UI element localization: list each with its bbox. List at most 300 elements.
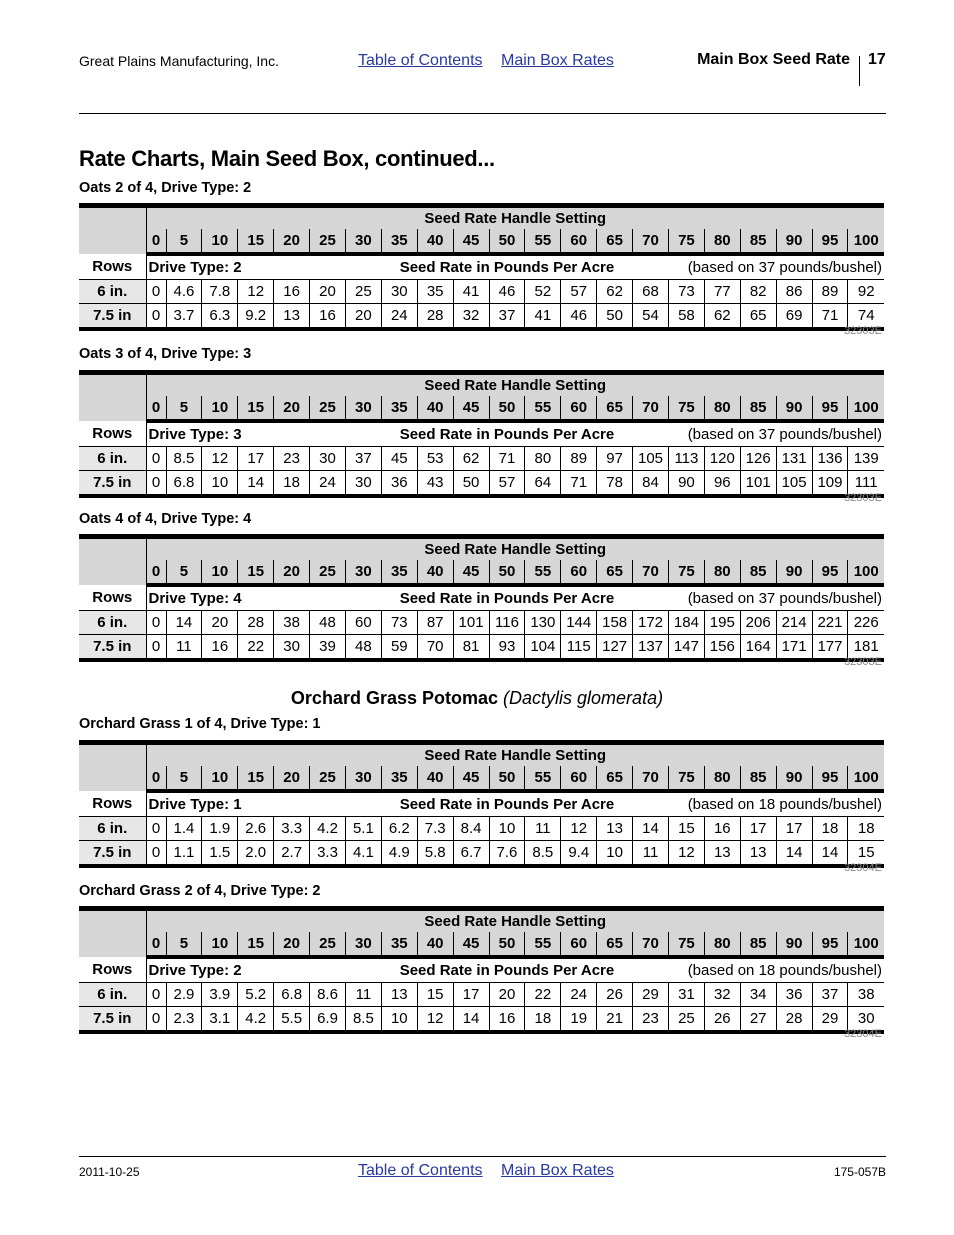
seed-rate-label: Seed Rate in Pounds Per Acre <box>381 421 632 447</box>
setting-header-cell: 70 <box>633 396 669 421</box>
table-header-row <box>79 537 884 561</box>
table-row <box>79 1007 884 1033</box>
setting-header-cell: 15 <box>238 396 274 421</box>
rate-cell: 14 <box>812 841 848 867</box>
rows-label: Rows <box>79 254 146 280</box>
rate-cell: 20 <box>345 304 381 330</box>
setting-header-cell: 0 <box>146 229 166 254</box>
common-name: Orchard Grass Potomac <box>290 688 499 708</box>
rate-cell: 81 <box>453 635 489 661</box>
rate-cell: 116 <box>489 611 525 635</box>
rate-cell: 20 <box>310 280 346 304</box>
rate-cell: 15 <box>848 841 884 867</box>
rate-cell: 3.9 <box>202 983 238 1007</box>
rate-cell: 97 <box>597 447 633 471</box>
header-divider <box>859 56 860 86</box>
rate-table <box>79 906 884 1034</box>
row-spacing-label: 7.5 in <box>79 471 146 497</box>
handle-setting-header: Seed Rate Handle Setting <box>146 743 884 767</box>
rate-cell: 0 <box>146 1007 166 1033</box>
rate-cell: 18 <box>274 471 310 497</box>
setting-header-cell: 85 <box>740 229 776 254</box>
rate-cell: 86 <box>776 280 812 304</box>
rate-cell: 15 <box>417 983 453 1007</box>
table-row <box>79 611 884 635</box>
setting-header-cell: 95 <box>812 932 848 957</box>
setting-header-cell: 40 <box>417 766 453 791</box>
drive-type-label: Drive Type: 2 <box>146 254 381 280</box>
rate-cell: 52 <box>525 280 561 304</box>
setting-header-cell: 55 <box>525 932 561 957</box>
page-title: Rate Charts, Main Seed Box, continued... <box>79 146 495 171</box>
rate-cell: 27 <box>740 1007 776 1033</box>
rate-cell: 101 <box>453 611 489 635</box>
setting-header-cell: 85 <box>740 396 776 421</box>
rows-label: Rows <box>79 421 146 447</box>
setting-header-cell: 50 <box>489 396 525 421</box>
rate-cell: 13 <box>381 983 417 1007</box>
rate-cell: 137 <box>633 635 669 661</box>
rate-cell: 32 <box>704 983 740 1007</box>
rate-cell: 84 <box>633 471 669 497</box>
drive-type-label: Drive Type: 3 <box>146 421 381 447</box>
setting-header-cell: 75 <box>668 560 704 585</box>
setting-header-cell: 0 <box>146 932 166 957</box>
rate-cell: 29 <box>633 983 669 1007</box>
rate-cell: 30 <box>848 1007 884 1033</box>
table-header-row <box>79 206 884 230</box>
rate-cell: 89 <box>561 447 597 471</box>
setting-header-cell: 30 <box>345 766 381 791</box>
setting-header-cell: 25 <box>310 560 346 585</box>
rate-cell: 58 <box>668 304 704 330</box>
rate-cell: 37 <box>345 447 381 471</box>
rate-cell: 13 <box>597 817 633 841</box>
setting-header-cell: 80 <box>704 932 740 957</box>
rate-cell: 214 <box>776 611 812 635</box>
row-spacing-label: 6 in. <box>79 447 146 471</box>
setting-header-cell: 75 <box>668 766 704 791</box>
rate-cell: 31 <box>668 983 704 1007</box>
rate-cell: 109 <box>812 471 848 497</box>
rate-cell: 24 <box>381 304 417 330</box>
rate-cell: 20 <box>202 611 238 635</box>
rate-cell: 14 <box>166 611 202 635</box>
setting-header-cell: 95 <box>812 229 848 254</box>
rate-cell: 17 <box>776 817 812 841</box>
rate-cell: 171 <box>776 635 812 661</box>
rate-cell: 48 <box>310 611 346 635</box>
setting-header-cell: 35 <box>381 396 417 421</box>
setting-header-cell: 35 <box>381 560 417 585</box>
main-box-rates-link[interactable]: Main Box Rates <box>500 52 614 69</box>
rate-cell: 50 <box>453 471 489 497</box>
setting-header-cell: 55 <box>525 396 561 421</box>
basis-label: (based on 37 pounds/bushel) <box>633 421 884 447</box>
drive-type-label: Drive Type: 1 <box>146 791 381 817</box>
setting-header-cell: 65 <box>597 932 633 957</box>
rate-cell: 39 <box>310 635 346 661</box>
setting-header-cell: 100 <box>848 396 884 421</box>
rate-cell: 3.1 <box>202 1007 238 1033</box>
setting-header-cell: 70 <box>633 229 669 254</box>
setting-header-cell: 5 <box>166 396 202 421</box>
rate-cell: 14 <box>633 817 669 841</box>
setting-header-cell: 30 <box>345 396 381 421</box>
chart-caption: Orchard Grass 2 of 4, Drive Type: 2 <box>79 883 321 899</box>
rate-cell: 37 <box>812 983 848 1007</box>
rate-cell: 6.8 <box>166 471 202 497</box>
rate-cell: 2.6 <box>238 817 274 841</box>
rate-cell: 0 <box>146 635 166 661</box>
rate-cell: 8.4 <box>453 817 489 841</box>
rate-cell: 131 <box>776 447 812 471</box>
rate-cell: 13 <box>740 841 776 867</box>
rate-cell: 8.5 <box>166 447 202 471</box>
rate-cell: 16 <box>274 280 310 304</box>
rate-cell: 3.7 <box>166 304 202 330</box>
rate-cell: 104 <box>525 635 561 661</box>
rate-cell: 62 <box>704 304 740 330</box>
rate-cell: 29 <box>812 1007 848 1033</box>
rate-cell: 28 <box>238 611 274 635</box>
setting-header-cell: 25 <box>310 229 346 254</box>
rate-cell: 5.2 <box>238 983 274 1007</box>
rate-cell: 87 <box>417 611 453 635</box>
rate-cell: 181 <box>848 635 884 661</box>
rate-cell: 21 <box>597 1007 633 1033</box>
rate-cell: 89 <box>812 280 848 304</box>
setting-header-cell: 30 <box>345 932 381 957</box>
rate-cell: 36 <box>776 983 812 1007</box>
rate-cell: 115 <box>561 635 597 661</box>
rate-cell: 8.5 <box>345 1007 381 1033</box>
setting-header-cell: 35 <box>381 932 417 957</box>
rate-cell: 38 <box>274 611 310 635</box>
rate-cell: 136 <box>812 447 848 471</box>
rate-cell: 30 <box>274 635 310 661</box>
rate-cell: 4.2 <box>310 817 346 841</box>
rate-cell: 195 <box>704 611 740 635</box>
rows-header-cell <box>79 743 146 792</box>
rate-cell: 15 <box>668 817 704 841</box>
rate-cell: 206 <box>740 611 776 635</box>
rate-table <box>79 534 884 662</box>
rate-cell: 37 <box>489 304 525 330</box>
rate-cell: 4.1 <box>345 841 381 867</box>
setting-header-cell: 65 <box>597 560 633 585</box>
setting-header-cell: 60 <box>561 229 597 254</box>
rate-cell: 26 <box>704 1007 740 1033</box>
table-row <box>79 841 884 867</box>
figure-number: 32303E <box>844 492 882 504</box>
rate-cell: 14 <box>238 471 274 497</box>
rate-cell: 2.9 <box>166 983 202 1007</box>
rate-cell: 70 <box>417 635 453 661</box>
footer-rule <box>79 1156 886 1157</box>
setting-header-cell: 10 <box>202 766 238 791</box>
drive-type-row <box>79 421 884 447</box>
table-row <box>79 817 884 841</box>
rate-cell: 105 <box>776 471 812 497</box>
rate-cell: 0 <box>146 471 166 497</box>
table-row <box>79 635 884 661</box>
rate-cell: 11 <box>166 635 202 661</box>
rate-cell: 113 <box>668 447 704 471</box>
rate-cell: 30 <box>381 280 417 304</box>
company-name: Great Plains Manufacturing, Inc. <box>79 53 279 69</box>
rate-table <box>79 203 884 331</box>
rate-cell: 59 <box>381 635 417 661</box>
setting-header-cell: 45 <box>453 229 489 254</box>
setting-header-cell: 10 <box>202 229 238 254</box>
setting-header-cell: 95 <box>812 766 848 791</box>
scientific-name: (Dactylis glomerata) <box>503 688 664 708</box>
rate-cell: 9.2 <box>238 304 274 330</box>
setting-header-cell: 5 <box>166 766 202 791</box>
basis-label: (based on 18 pounds/bushel) <box>633 791 884 817</box>
setting-header-cell: 85 <box>740 766 776 791</box>
figure-number: 32304E <box>844 862 882 874</box>
setting-header-cell: 20 <box>274 932 310 957</box>
rate-cell: 11 <box>633 841 669 867</box>
header-rule <box>79 113 886 114</box>
rate-cell: 14 <box>776 841 812 867</box>
setting-header-cell: 55 <box>525 560 561 585</box>
setting-header-cell: 55 <box>525 766 561 791</box>
setting-header-cell: 5 <box>166 229 202 254</box>
row-spacing-label: 6 in. <box>79 817 146 841</box>
rate-cell: 71 <box>812 304 848 330</box>
rate-cell: 0 <box>146 447 166 471</box>
toc-link[interactable]: Table of Contents <box>358 52 483 69</box>
rate-cell: 38 <box>848 983 884 1007</box>
setting-header-cell: 45 <box>453 932 489 957</box>
rate-cell: 68 <box>633 280 669 304</box>
setting-header-cell: 85 <box>740 932 776 957</box>
rate-cell: 73 <box>668 280 704 304</box>
setting-header-cell: 5 <box>166 932 202 957</box>
row-spacing-label: 7.5 in <box>79 304 146 330</box>
setting-header-cell: 70 <box>633 932 669 957</box>
rate-cell: 147 <box>668 635 704 661</box>
row-spacing-label: 7.5 in <box>79 1007 146 1033</box>
setting-header-cell: 30 <box>345 560 381 585</box>
setting-header-cell: 65 <box>597 229 633 254</box>
rate-cell: 6.9 <box>310 1007 346 1033</box>
handle-setting-header: Seed Rate Handle Setting <box>146 206 884 230</box>
setting-header-cell: 95 <box>812 396 848 421</box>
row-spacing-label: 6 in. <box>79 280 146 304</box>
setting-header-cell: 50 <box>489 932 525 957</box>
section-title: Main Box Seed Rate <box>697 51 850 68</box>
setting-header-cell: 40 <box>417 396 453 421</box>
chart-caption: Oats 3 of 4, Drive Type: 3 <box>79 346 252 362</box>
setting-header-cell: 60 <box>561 396 597 421</box>
setting-header-cell: 20 <box>274 229 310 254</box>
header-nav <box>358 52 628 70</box>
toc-link[interactable]: Table of Contents <box>358 1162 483 1179</box>
row-spacing-label: 7.5 in <box>79 841 146 867</box>
rate-cell: 25 <box>668 1007 704 1033</box>
rate-cell: 74 <box>848 304 884 330</box>
main-box-rates-link[interactable]: Main Box Rates <box>500 1162 614 1179</box>
rate-cell: 20 <box>489 983 525 1007</box>
setting-header-cell: 65 <box>597 396 633 421</box>
rate-cell: 16 <box>310 304 346 330</box>
rate-cell: 73 <box>381 611 417 635</box>
rate-cell: 54 <box>633 304 669 330</box>
rate-cell: 130 <box>525 611 561 635</box>
rate-cell: 57 <box>561 280 597 304</box>
rate-cell: 4.9 <box>381 841 417 867</box>
rate-cell: 22 <box>238 635 274 661</box>
handle-setting-header: Seed Rate Handle Setting <box>146 537 884 561</box>
rate-cell: 164 <box>740 635 776 661</box>
rate-cell: 6.7 <box>453 841 489 867</box>
rate-table <box>79 370 884 498</box>
setting-header-cell: 15 <box>238 229 274 254</box>
setting-header-cell: 30 <box>345 229 381 254</box>
setting-header-cell: 90 <box>776 766 812 791</box>
row-spacing-label: 6 in. <box>79 983 146 1007</box>
setting-header-cell: 75 <box>668 229 704 254</box>
rate-cell: 144 <box>561 611 597 635</box>
rate-cell: 18 <box>525 1007 561 1033</box>
rate-cell: 78 <box>597 471 633 497</box>
rate-cell: 48 <box>345 635 381 661</box>
setting-header-cell: 70 <box>633 766 669 791</box>
rate-cell: 35 <box>417 280 453 304</box>
rate-cell: 10 <box>489 817 525 841</box>
setting-header-cell: 0 <box>146 560 166 585</box>
table-row <box>79 447 884 471</box>
chart-caption: Oats 2 of 4, Drive Type: 2 <box>79 180 252 196</box>
setting-header-cell: 65 <box>597 766 633 791</box>
rows-label: Rows <box>79 791 146 817</box>
setting-header-cell: 10 <box>202 560 238 585</box>
setting-header-cell: 20 <box>274 396 310 421</box>
rate-cell: 46 <box>489 280 525 304</box>
rate-cell: 13 <box>704 841 740 867</box>
rate-cell: 172 <box>633 611 669 635</box>
footer-nav <box>358 1162 628 1180</box>
rate-table <box>79 740 884 868</box>
rate-cell: 16 <box>704 817 740 841</box>
drive-type-row <box>79 254 884 280</box>
rate-cell: 34 <box>740 983 776 1007</box>
setting-header-cell: 80 <box>704 396 740 421</box>
seed-rate-label: Seed Rate in Pounds Per Acre <box>381 585 632 611</box>
rate-cell: 24 <box>561 983 597 1007</box>
rate-cell: 32 <box>453 304 489 330</box>
rate-cell: 41 <box>525 304 561 330</box>
setting-header-cell: 50 <box>489 229 525 254</box>
rate-cell: 18 <box>812 817 848 841</box>
rate-cell: 11 <box>525 817 561 841</box>
rate-cell: 2.0 <box>238 841 274 867</box>
setting-header-cell: 25 <box>310 932 346 957</box>
setting-header-cell: 80 <box>704 560 740 585</box>
rate-cell: 7.6 <box>489 841 525 867</box>
rows-header-cell <box>79 206 146 255</box>
setting-header-cell: 60 <box>561 766 597 791</box>
page-number: 17 <box>868 51 886 68</box>
setting-header-cell: 70 <box>633 560 669 585</box>
rate-cell: 111 <box>848 471 884 497</box>
setting-header-cell: 55 <box>525 229 561 254</box>
rate-cell: 82 <box>740 280 776 304</box>
rate-cell: 62 <box>597 280 633 304</box>
setting-header-cell: 90 <box>776 932 812 957</box>
rate-cell: 36 <box>381 471 417 497</box>
rate-cell: 3.3 <box>310 841 346 867</box>
setting-header-cell: 15 <box>238 560 274 585</box>
rate-cell: 57 <box>489 471 525 497</box>
rate-cell: 46 <box>561 304 597 330</box>
rate-cell: 60 <box>345 611 381 635</box>
rate-cell: 93 <box>489 635 525 661</box>
rate-cell: 77 <box>704 280 740 304</box>
rate-cell: 0 <box>146 817 166 841</box>
rate-cell: 30 <box>345 471 381 497</box>
setting-header-cell: 40 <box>417 229 453 254</box>
setting-header-cell: 25 <box>310 766 346 791</box>
settings-row <box>79 560 884 585</box>
table-header-row <box>79 373 884 397</box>
rate-cell: 221 <box>812 611 848 635</box>
rate-cell: 101 <box>740 471 776 497</box>
setting-header-cell: 10 <box>202 932 238 957</box>
rate-cell: 69 <box>776 304 812 330</box>
rows-label: Rows <box>79 585 146 611</box>
footer-date: 2011-10-25 <box>79 1165 140 1179</box>
setting-header-cell: 15 <box>238 766 274 791</box>
figure-number: 32303E <box>844 656 882 668</box>
rate-cell: 126 <box>740 447 776 471</box>
rate-cell: 18 <box>848 817 884 841</box>
setting-header-cell: 100 <box>848 932 884 957</box>
rate-cell: 0 <box>146 611 166 635</box>
rate-cell: 96 <box>704 471 740 497</box>
rate-cell: 1.5 <box>202 841 238 867</box>
rate-cell: 80 <box>525 447 561 471</box>
rate-cell: 30 <box>310 447 346 471</box>
page-header <box>0 0 954 114</box>
rate-cell: 6.8 <box>274 983 310 1007</box>
setting-header-cell: 95 <box>812 560 848 585</box>
setting-header-cell: 20 <box>274 560 310 585</box>
setting-header-cell: 80 <box>704 229 740 254</box>
rate-cell: 127 <box>597 635 633 661</box>
handle-setting-header: Seed Rate Handle Setting <box>146 909 884 933</box>
rate-cell: 14 <box>453 1007 489 1033</box>
rate-cell: 28 <box>417 304 453 330</box>
setting-header-cell: 100 <box>848 560 884 585</box>
rate-cell: 0 <box>146 983 166 1007</box>
setting-header-cell: 50 <box>489 560 525 585</box>
rate-cell: 1.4 <box>166 817 202 841</box>
rate-cell: 0 <box>146 280 166 304</box>
setting-header-cell: 60 <box>561 560 597 585</box>
setting-header-cell: 60 <box>561 932 597 957</box>
setting-header-cell: 0 <box>146 396 166 421</box>
rate-cell: 7.8 <box>202 280 238 304</box>
rate-cell: 5.1 <box>345 817 381 841</box>
rate-cell: 10 <box>202 471 238 497</box>
rate-cell: 16 <box>202 635 238 661</box>
rate-cell: 120 <box>704 447 740 471</box>
